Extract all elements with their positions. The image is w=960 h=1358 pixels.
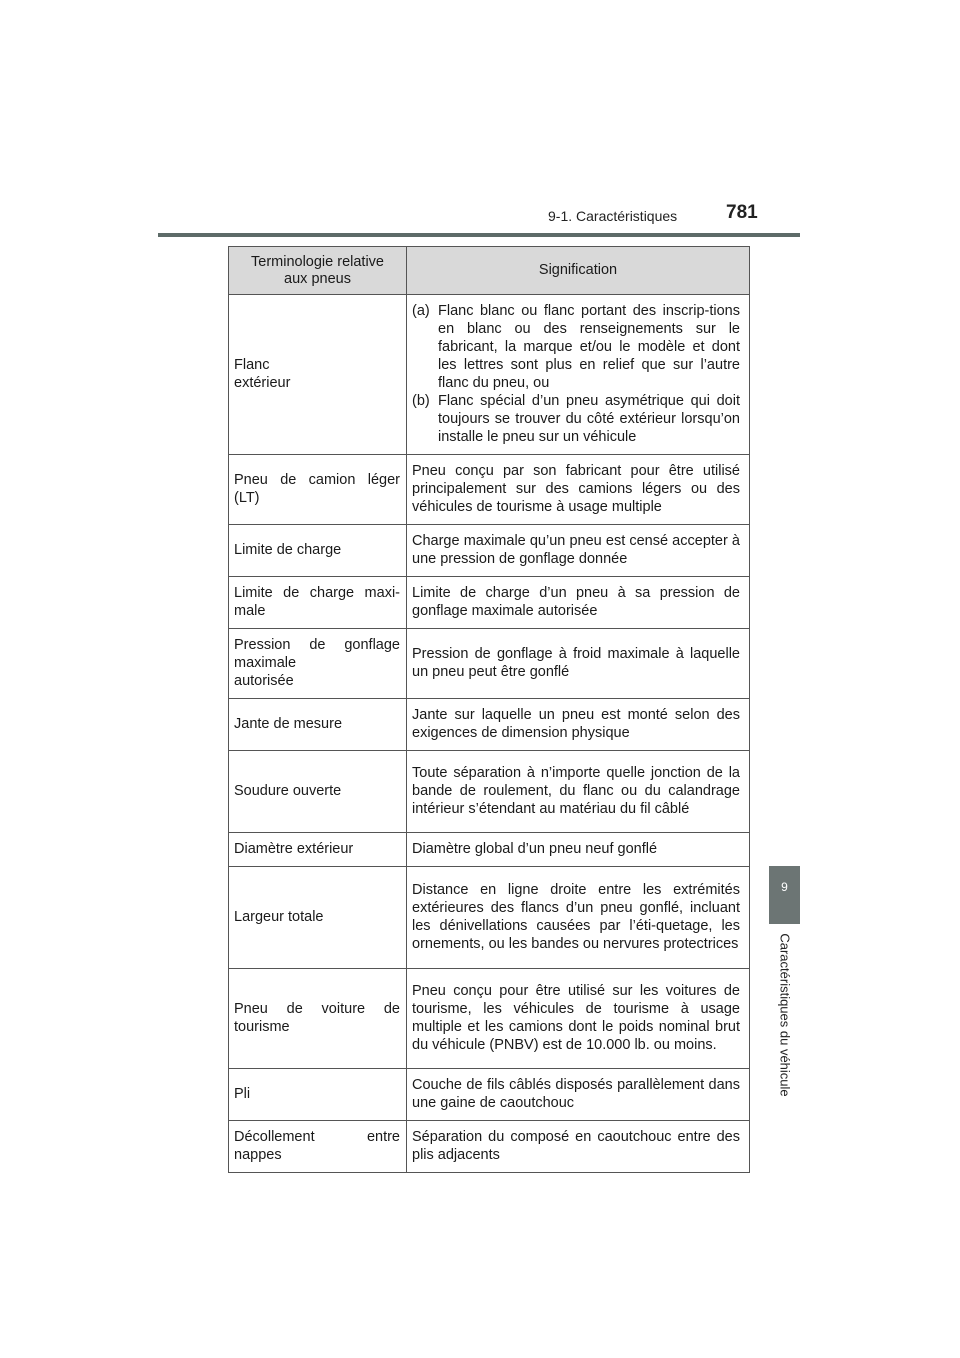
table-row	[229, 525, 750, 577]
list-item-label: (a)	[412, 303, 430, 319]
term-cell: Pression de gonflage maximale autorisée	[229, 629, 407, 699]
list-item-text: Flanc blanc ou flanc portant des inscrip-tions en blanc ou des renseignements sur le fabricant, la marque et/ou le modèle et dont les lettres sont plus en relief que sur l’autre flanc du pneu, ou	[438, 303, 740, 391]
term-cell: Limite de charge	[229, 525, 407, 577]
column-header-meaning: Signification	[407, 247, 750, 295]
table-row	[229, 699, 750, 751]
term-cell: Limite de charge maxi-male	[229, 577, 407, 629]
table-row	[229, 455, 750, 525]
table-row	[229, 751, 750, 833]
term-cell: Jante de mesure	[229, 699, 407, 751]
term-cell: Pneu de voiture de tourisme	[229, 969, 407, 1069]
section-title: 9-1. Caractéristiques	[548, 208, 678, 224]
term-cell: Flanc extérieur	[229, 295, 407, 455]
chapter-tab	[769, 866, 800, 924]
meaning-cell: Charge maximale qu’un pneu est censé accepter à une pression de gonflage donnée	[407, 525, 750, 577]
page-number: 781	[726, 202, 758, 223]
table-row	[229, 867, 750, 969]
list-item-text: Flanc spécial d’un pneu asymétrique qui doit toujours se trouver du côté extérieur lorsqu’on installe le pneu sur un véhicule	[438, 393, 740, 445]
table-header-row	[229, 247, 750, 295]
term-cell: Largeur totale	[229, 867, 407, 969]
list-item	[412, 302, 740, 392]
table-row	[229, 969, 750, 1069]
term-cell: Pneu de camion léger (LT)	[229, 455, 407, 525]
meaning-cell: Jante sur laquelle un pneu est monté selon des exigences de dimension physique	[407, 699, 750, 751]
meaning-cell: Limite de charge d’un pneu à sa pression de gonflage maximale autorisée	[407, 577, 750, 629]
table-row	[229, 1069, 750, 1121]
table-row	[229, 295, 750, 455]
chapter-tab-number: 9	[781, 880, 788, 894]
table-row	[229, 629, 750, 699]
meaning-cell: Pneu conçu pour être utilisé sur les voitures de tourisme, les véhicules de tourisme à usage multiple et les camions dont le poids nominal brut du véhicule (PNBV) est de 10.000 lb. ou moins.	[407, 969, 750, 1069]
meaning-cell: Pneu conçu par son fabricant pour être utilisé principalement sur des camions légers ou des véhicules de tourisme à usage multiple	[407, 455, 750, 525]
list-item	[412, 392, 740, 446]
meaning-cell: Diamètre global d’un pneu neuf gonflé	[407, 833, 750, 867]
term-cell: Décollement entre nappes	[229, 1121, 407, 1173]
meaning-cell: Séparation du composé en caoutchouc entre des plis adjacents	[407, 1121, 750, 1173]
term-cell: Diamètre extérieur	[229, 833, 407, 867]
meaning-cell	[407, 295, 750, 455]
header-divider	[158, 233, 800, 237]
list-item-label: (b)	[412, 393, 430, 409]
meaning-cell: Toute séparation à n’importe quelle jonction de la bande de roulement, du flanc ou du calandrage intérieur s’étendant au matériau du fil câblé	[407, 751, 750, 833]
tire-terminology-table	[228, 246, 750, 1173]
term-cell: Pli	[229, 1069, 407, 1121]
table-row	[229, 577, 750, 629]
term-cell: Soudure ouverte	[229, 751, 407, 833]
column-header-term: Terminologie relative aux pneus	[229, 247, 407, 295]
meaning-cell: Couche de fils câblés disposés parallèlement dans une gaine de caoutchouc	[407, 1069, 750, 1121]
chapter-tab-label: Caractéristiques du véhicule	[777, 933, 793, 1097]
meaning-cell: Pression de gonflage à froid maximale à laquelle un pneu peut être gonflé	[407, 629, 750, 699]
table-row	[229, 1121, 750, 1173]
table-row	[229, 833, 750, 867]
meaning-cell: Distance en ligne droite entre les extrémités extérieures des flancs d’un pneu gonflé, incluant les dénivellations causées par l’éti-quetage, les ornements, ou les bandes ou nervures protectrices	[407, 867, 750, 969]
